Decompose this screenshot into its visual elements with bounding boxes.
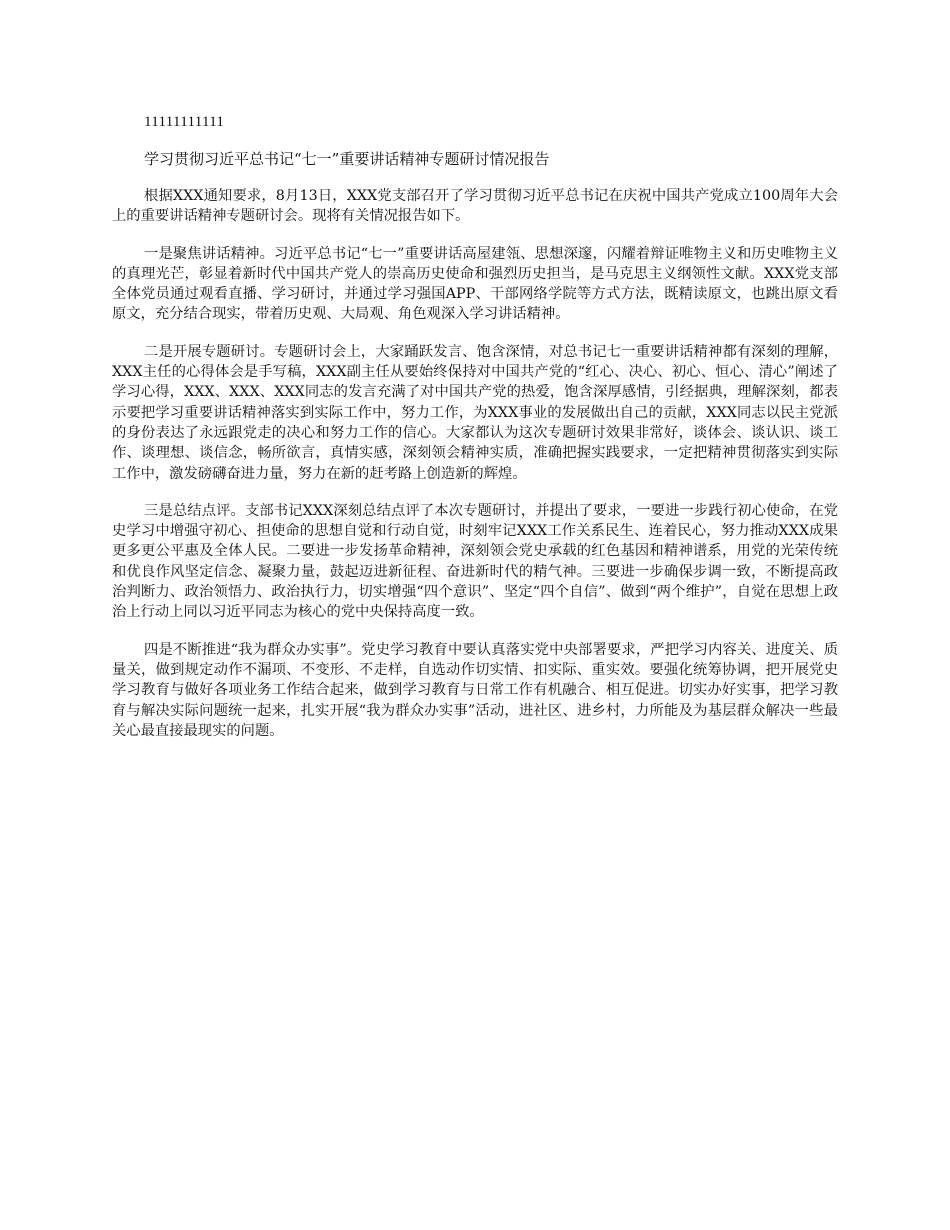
paragraph-point-3: 三是总结点评。支部书记XXX深刻总结点评了本次专题研讨，并提出了要求，一要进一步践行初心使命，在党史学习中增强守初心、担使命的思想自觉和行动自觉，时刻牢记XXX工作关系民生、连着民心，努力推动XXX成果更多更公平惠及全体人民。二要进一步发扬革命精神，深刻领会党史承载的红色基因和精神谱系，用党的光荣传统和优良作风坚定信念、凝聚力量，鼓起迈进新征程、奋进新时代的精气神。三要进一步确保步调一致，不断提高政治判断力、政治领悟力、政治执行力，切实增强“四个意识”、坚定“四个自信”、做到“两个维护”，自觉在思想上政治上行动上同以习近平同志为核心的党中央保持高度一致。 bbox=[112, 502, 838, 621]
paragraph-intro: 根据XXX通知要求，8月13日，XXX党支部召开了学习贯彻习近平总书记在庆祝中国共产党成立100周年大会上的重要讲话精神专题研讨会。现将有关情况报告如下。 bbox=[112, 188, 838, 225]
paragraph-point-1: 一是聚焦讲话精神。习近平总书记“七一”重要讲话高屋建瓴、思想深邃，闪耀着辩证唯物主义和历史唯物主义的真理光芒，彰显着新时代中国共产党人的崇高历史使命和强烈历史担当，是马克思主义纲领性文献。XXX党支部全体党员通过观看直播、学习研讨，并通过学习强国APP、干部网络学院等方式方法，既精读原文，也跳出原文看原文，充分结合现实，带着历史观、大局观、角色观深入学习讲话精神。 bbox=[112, 245, 838, 323]
document-header-id: 11111111111 bbox=[144, 114, 225, 130]
document-title: 学习贯彻习近平总书记“七一”重要讲话精神专题研讨情况报告 bbox=[144, 150, 550, 168]
document-page bbox=[112, 112, 838, 758]
paragraph-point-2: 二是开展专题研讨。专题研讨会上，大家踊跃发言、饱含深情，对总书记七一重要讲话精神都有深刻的理解，XXX主任的心得体会是手写稿，XXX副主任从要始终保持对中国共产党的“红心、决心、初心、恒心、清心”阐述了学习心得，XXX、XXX、XXX同志的发言充满了对中国共产党的热爱，饱含深厚感情，引经据典，理解深刻，都表示要把学习重要讲话精神落实到实际工作中，努力工作，为XXX事业的发展做出自己的贡献，XXX同志以民主党派的身份表达了永远跟党走的决心和努力工作的信心。大家都认为这次专题研讨效果非常好，谈体会、谈认识、谈工作、谈理想、谈信念，畅所欲言，真情实感，深刻领会精神实质，准确把握实践要求，一定把精神贯彻落实到实际工作中，激发磅礴奋进力量，努力在新的赶考路上创造新的辉煌。 bbox=[112, 343, 838, 482]
paragraph-point-4: 四是不断推进“我为群众办实事”。党史学习教育中要认真落实党中央部署要求，严把学习内容关、进度关、质量关，做到规定动作不漏项、不变形、不走样，自选动作切实情、扣实际、重实效。要强化统筹协调，把开展党史学习教育与做好各项业务工作结合起来，做到学习教育与日常工作有机融合、相互促进。切实办好实事，把学习教育与解决实际问题统一起来，扎实开展“我为群众办实事”活动，进社区、进乡村，力所能及为基层群众解决一些最关心最直接最现实的问题。 bbox=[112, 641, 838, 739]
